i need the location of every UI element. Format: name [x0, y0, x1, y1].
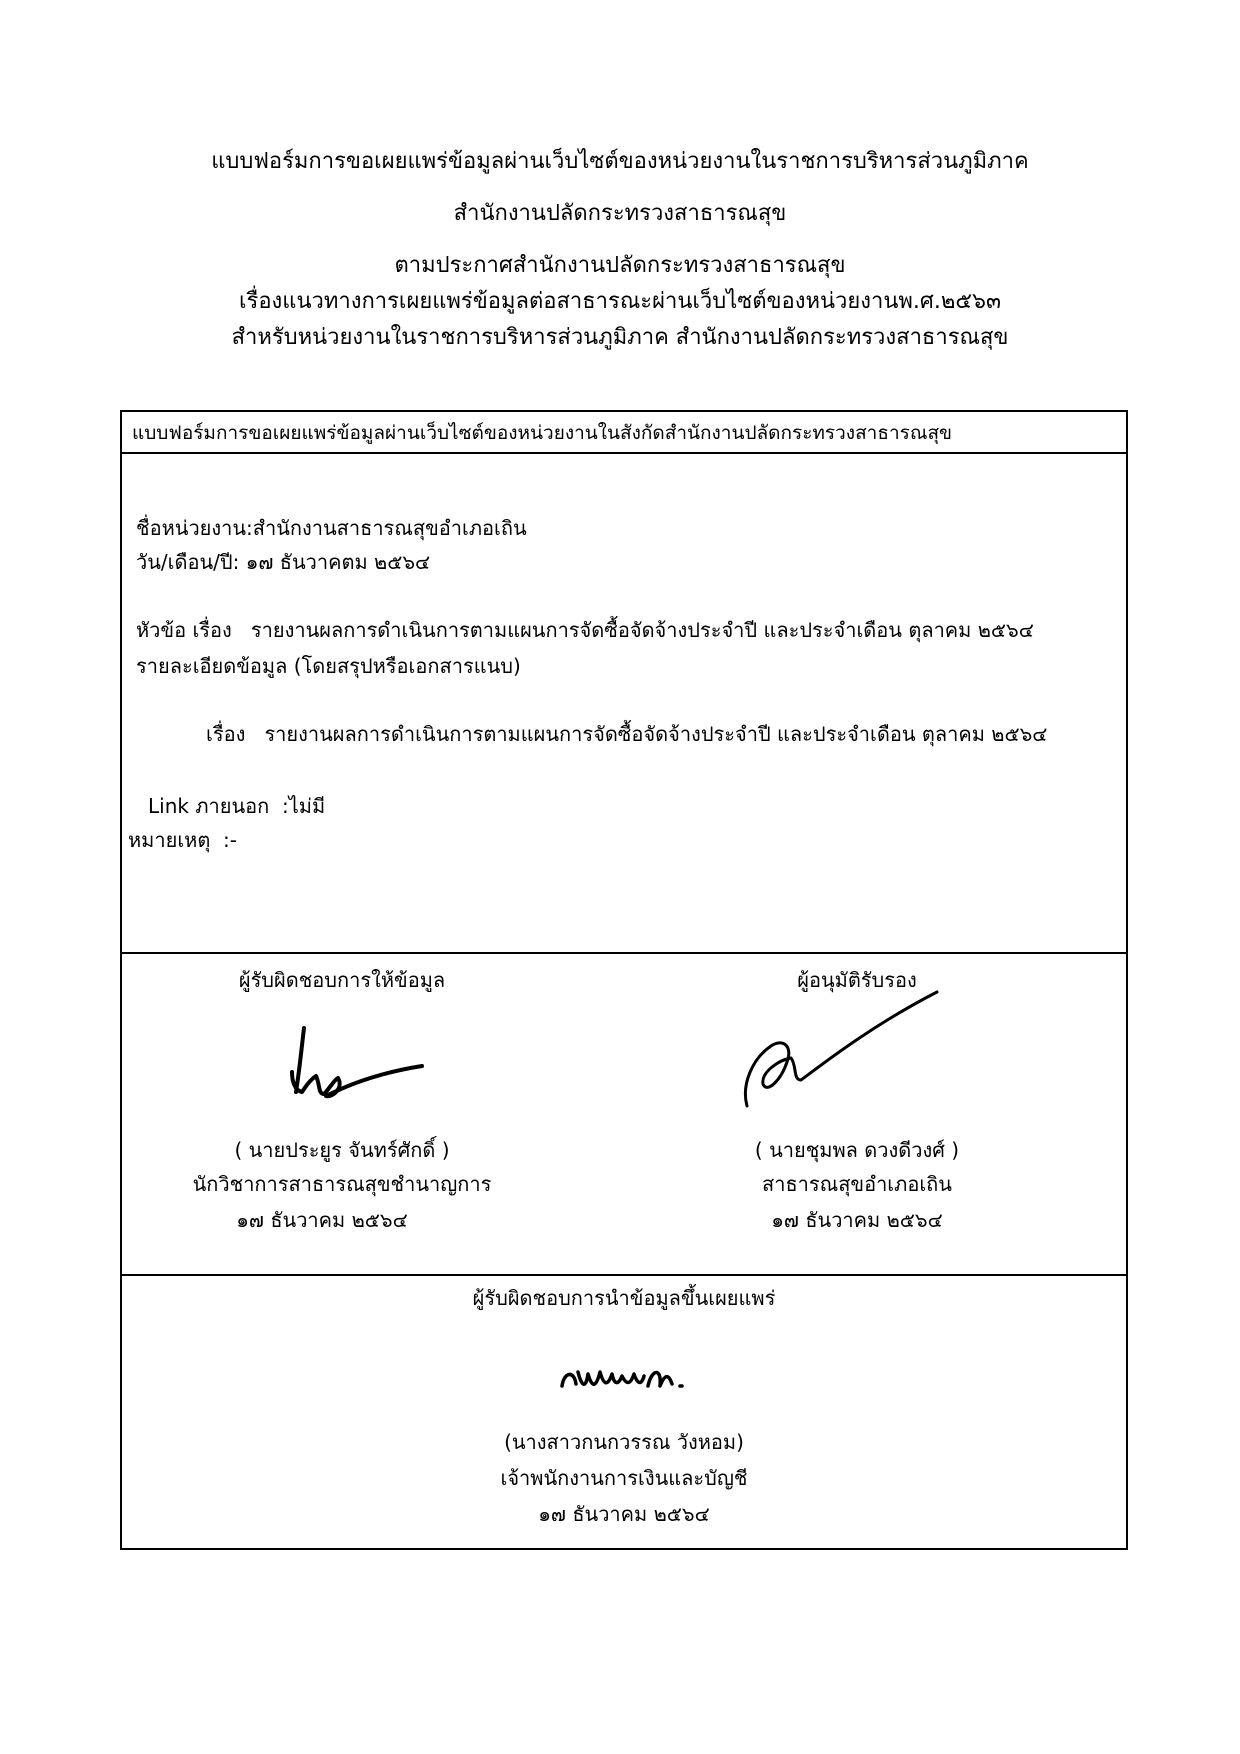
- responsible-date: ๑๗ ธันวาคม ๒๕๖๔: [236, 1208, 408, 1232]
- topic-row: [136, 614, 1034, 646]
- publisher-name: (นางสาวกนกวรรณ วังหอม): [504, 1430, 744, 1454]
- detail-label: รายละเอียดข้อมูล (โดยสรุปหรือเอกสารแนบ): [136, 654, 521, 678]
- publisher-date: ๑๗ ธันวาคม ๒๕๖๔: [538, 1502, 710, 1526]
- agency-label: ชื่อหน่วยงาน:: [136, 516, 253, 540]
- publisher-position: เจ้าพนักงานการเงินและบัญชี: [500, 1466, 748, 1490]
- responsible-position: นักวิชาการสาธารณสุขชำนาญการ: [192, 1172, 492, 1196]
- date-label: วัน/เดือน/ปี:: [136, 550, 240, 574]
- approver-heading: ผู้อนุมัติรับรอง: [797, 968, 917, 992]
- publisher-signature: [556, 1354, 696, 1398]
- form-title: แบบฟอร์มการขอเผยแพร่ข้อมูลผ่านเว็บไซต์ของหน่วยงานในสังกัดสำนักงานปลัดกระทรวงสาธารณสุข: [122, 412, 1126, 454]
- header-line-2: สำนักงานปลัดกระทรวงสาธารณสุข: [453, 201, 787, 226]
- note-value: :-: [223, 828, 238, 852]
- link-row: [148, 790, 325, 822]
- approver-date: ๑๗ ธันวาคม ๒๕๖๔: [771, 1208, 943, 1232]
- responsible-column: [162, 954, 522, 1274]
- link-value: :ไม่มี: [281, 794, 326, 818]
- approver-position: สาธารณสุขอำเภอเถิน: [762, 1172, 952, 1196]
- responsible-heading: ผู้รับผิดชอบการให้ข้อมูล: [238, 968, 446, 992]
- publisher-section: [122, 1276, 1126, 1550]
- note-label: หมายเหตุ: [128, 828, 211, 852]
- details-section: [122, 454, 1126, 954]
- document-header: [0, 148, 1240, 360]
- date-value: ๑๗ ธันวาคตม ๒๕๖๔: [245, 550, 431, 574]
- agency-value: สำนักงานสาธารณสุขอำเภอเถิน: [252, 516, 527, 540]
- approver-column: [677, 954, 1037, 1274]
- subject-value: รายงานผลการดำเนินการตามแผนการจัดซื้อจัดจ้างประจำปี และประจำเดือน ตุลาคม ๒๕๖๔: [264, 722, 1048, 746]
- subject-row: [206, 718, 1047, 750]
- date-row: [136, 546, 430, 578]
- agency-row: [136, 512, 527, 544]
- note-row: [128, 824, 237, 856]
- header-line-1: แบบฟอร์มการขอเผยแพร่ข้อมูลผ่านเว็บไซต์ของหน่วยงานในราชการบริหารส่วนภูมิภาค: [211, 149, 1029, 174]
- topic-value: รายงานผลการดำเนินการตามแผนการจัดซื้อจัดจ้างประจำปี และประจำเดือน ตุลาคม ๒๕๖๔: [250, 618, 1034, 642]
- approval-section: [122, 954, 1126, 1276]
- publication-form: [120, 410, 1128, 1550]
- header-line-4: เรื่องแนวทางการเผยแพร่ข้อมูลต่อสาธารณะผ่านเว็บไซต์ของหน่วยงานพ.ศ.๒๕๖๓: [238, 289, 1002, 314]
- detail-row: [136, 650, 521, 682]
- responsible-name: ( นายประยูร จันทร์ศักดิ์ ): [234, 1138, 450, 1162]
- subject-label: เรื่อง: [206, 722, 246, 746]
- publisher-heading: ผู้รับผิดชอบการนำข้อมูลขึ้นเผยแพร่: [472, 1286, 776, 1310]
- approver-signature: [727, 988, 947, 1118]
- approver-name: ( นายชุมพล ดวงดีวงศ์ ): [754, 1138, 960, 1162]
- responsible-signature: [262, 1014, 452, 1114]
- header-line-3: ตามประกาศสำนักงานปลัดกระทรวงสาธารณสุข: [394, 253, 846, 278]
- topic-label: หัวข้อ เรื่อง: [136, 618, 232, 642]
- link-label: Link ภายนอก: [148, 794, 270, 818]
- header-line-5: สำหรับหน่วยงานในราชการบริหารส่วนภูมิภาค สำนักงานปลัดกระทรวงสาธารณสุข: [231, 325, 1009, 350]
